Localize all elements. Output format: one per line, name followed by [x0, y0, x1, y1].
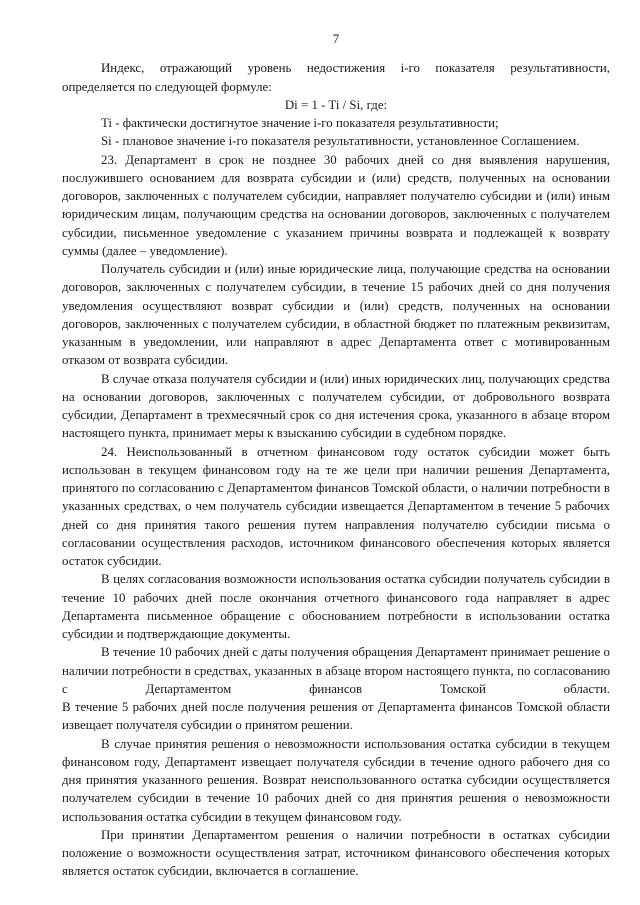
clause-23-refusal: В случае отказа получателя субсидии и (или) иных юридических лиц, получающих средства на основании договоров, заключенных с получателем субсидии, от добровольного возврата субсидии, Департамент в трехмесячный срок со дня истечения срока, указанного в абзаце втором настоящего пункта, принимает меры к взысканию субсидии в судебном порядке. — [62, 371, 610, 441]
page-number: 7 — [332, 32, 340, 46]
formula: Di = 1 - Ti / Si, где: — [284, 97, 388, 112]
clause-24-agreement: При принятии Департаментом решения о наличии потребности в остатках субсидии положение о возможности осуществления затрат, источником финансового обеспечения которых является остаток субсидии, включается в соглашение. — [62, 827, 610, 879]
clause-23: 23. Департамент в срок не позднее 30 рабочих дней со дня выявления нарушения, послужившего основанием для возврата субсидии и (или) средств, полученных на основании договоров, заключенных с получателем субсидии, направляет получателю субсидии и (или) иным юридическим лицам, получающим средства на основании договоров, заключенных с получателем субсидии, письменное уведомление с указанием причины возврата и подлежащей к возврату суммы (далее – уведомление). — [62, 152, 610, 258]
clause-23-recipient-return: Получатель субсидии и (или) иные юридические лица, получающие средства на основании договоров, заключенных с получателем субсидии, в течение 15 рабочих дней со дня получения уведомления осуществляют возврат субсидии и (или) средств, полученных на основании договоров, заключенных с получателем субсидии, в областной бюджет по платежным реквизитам, указанным в уведомлении, или направляют в адрес Департамента ответ с мотивированным отказом от возврата субсидии. — [62, 262, 610, 368]
clause-24-approval-request: В целях согласования возможности использования остатка субсидии получатель субсидии в течение 10 рабочих дней после окончания отчетного финансового года направляет в адрес Департамента письменное обращение с обоснованием потребности в использовании остатка субсидии и подтверждающие документы. — [62, 572, 610, 641]
si-definition: Si - плановое значение i-го показателя результативности, установленное Соглашением. — [101, 134, 580, 149]
index-intro-paragraph: Индекс, отражающий уровень недостижения i-го показателя результативности, определяется по следующей формуле: — [62, 61, 610, 94]
clause-24-decision: В течение 10 рабочих дней с даты получения обращения Департамент принимает решение о наличии потребности в средствах, указанных в абзаце втором настоящего пункта, по согласованию с Департаментом финансов Томской области. — [62, 645, 610, 696]
clause-24-notification: В течение 5 рабочих дней после получения решения от Департамента финансов Томской области извещает получателя субсидии о принятом решении. — [62, 700, 610, 733]
clause-24: 24. Неиспользованный в отчетном финансовом году остаток субсидии может быть использован в текущем финансовом году на те же цели при наличии решения Департамента, принятого по согласованию с Департаментом финансов Томской области, о наличии потребности в указанных средствах, о чем получатель субсидии извещается Департаментом в течение 5 рабочих дней со дня принятия такого решения путем направления получателю субсидии письма о согласовании осуществления расходов, источником финансового обеспечения которых является остаток субсидии. — [62, 444, 610, 568]
ti-definition: Ti - фактически достигнутое значение i-го показателя результативности; — [101, 116, 499, 130]
clause-24-impossibility: В случае принятия решения о невозможности использования остатка субсидии в текущем финансовом году, Департамент извещает получателя субсидии в течение одного рабочего дня со дня принятия указанного решения. Возврат неиспользованного остатка субсидии осуществляется получателем субсидии в течение 10 рабочих дней со дня принятия решения о невозможности использования остатка субсидии в текущем финансовом году. — [62, 736, 610, 824]
